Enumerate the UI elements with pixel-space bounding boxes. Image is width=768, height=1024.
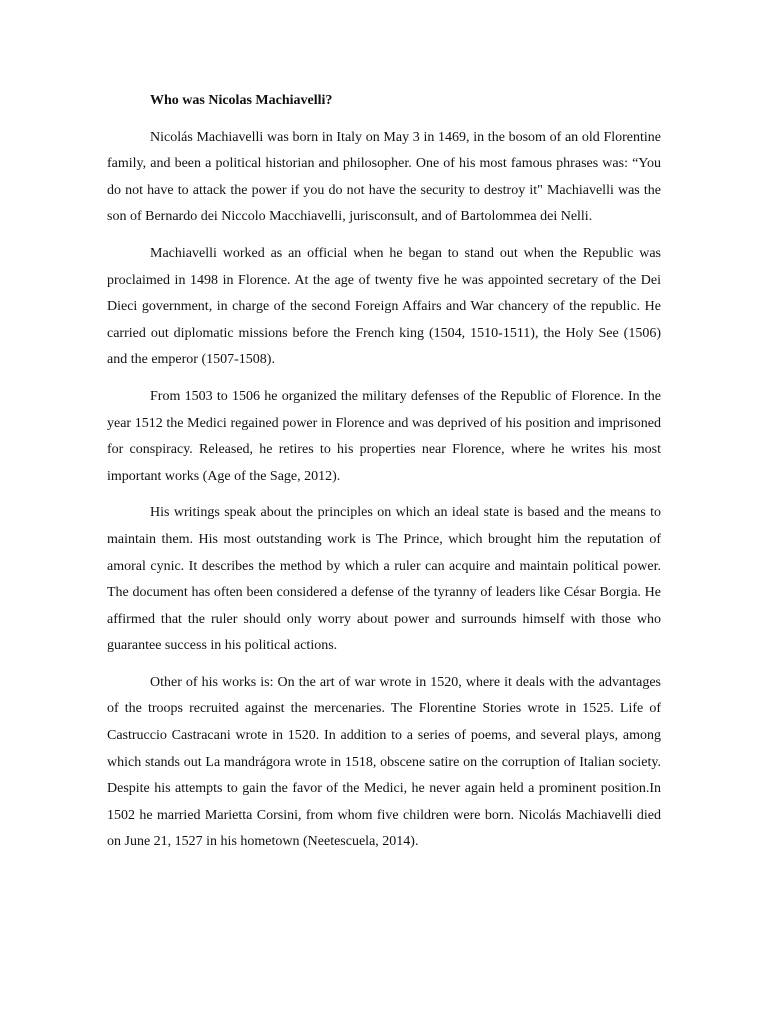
paragraph-birth-and-family: Nicolás Machiavelli was born in Italy on May 3 in 1469, in the bosom of an old Florentine family, and been a political historian and philosopher. One of his most famous phrases was: “You do not have to attack the power if you do not have the security to destroy it" Machiavelli was the son of Bernardo dei Niccolo Macchiavelli, jurisconsult, and of Bartolommea dei Nelli. xyxy=(107,129,661,225)
document-body xyxy=(107,88,661,866)
paragraph-other-works: Other of his works is: On the art of war wrote in 1520, where it deals with the advantages of the troops recruited against the mercenaries. The Florentine Stories wrote in 1525. Life of Castruccio Castracani wrote in 1520. In addition to a series of poems, and several plays, among which stands out La mandrágora wrote in 1518, obscene satire on the corruption of Italian society. Despite his attempts to gain the favor of the Medici, he never again held a prominent position.In 1502 he married Marietta Corsini, from whom five children were born. Nicolás Machiavelli died on June 21, 1527 in his hometown (Neetescuela, 2014). xyxy=(107,674,661,850)
paragraph-official-career: Machiavelli worked as an official when he began to stand out when the Republic was proclaimed in 1498 in Florence. At the age of twenty five he was appointed secretary of the Dei Dieci government, in charge of the second Foreign Affairs and War chancery of the republic. He carried out diplomatic missions before the French king (1504, 1510-1511), the Holy See (1506) and the emperor (1507-1508). xyxy=(107,245,661,368)
paragraph-writings: His writings speak about the principles on which an ideal state is based and the means to maintain them. His most outstanding work is The Prince, which brought him the reputation of amoral cynic. It describes the method by which a ruler can acquire and maintain political power. The document has often been considered a defense of the tyranny of leaders like César Borgia. He affirmed that the ruler should only worry about power and surrounds himself with those who guarantee success in his political actions. xyxy=(107,505,661,654)
document-title: Who was Nicolas Machiavelli? xyxy=(150,93,333,108)
paragraph-military-defenses: From 1503 to 1506 he organized the military defenses of the Republic of Florence. In the year 1512 the Medici regained power in Florence and was deprived of his position and imprisoned for conspiracy. Released, he retires to his properties near Florence, where he writes his most important works (Age of the Sage, 2012). xyxy=(107,388,661,484)
